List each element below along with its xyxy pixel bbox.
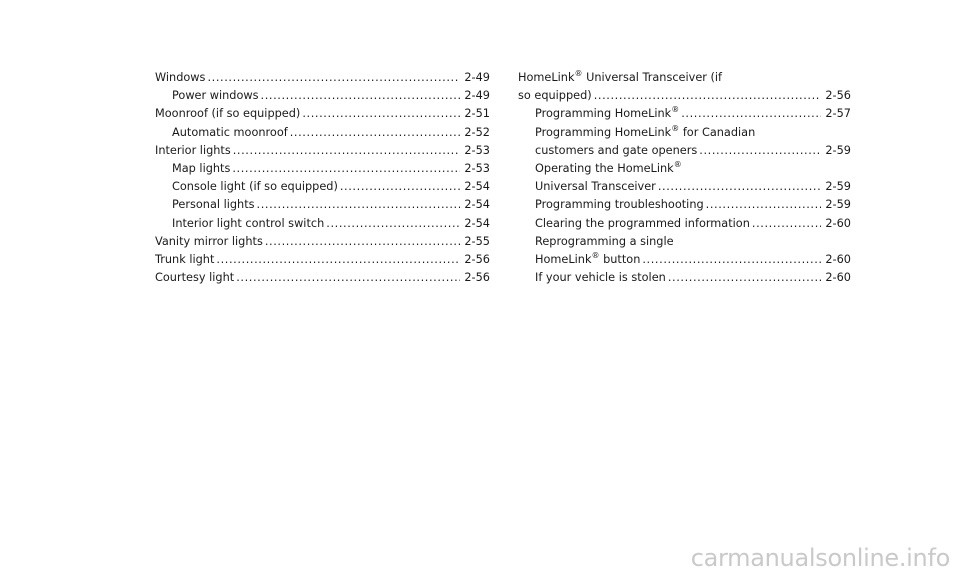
toc-entry[interactable] [155,87,490,105]
toc-entry-title: Courtesy light [155,271,235,285]
toc-entry[interactable] [155,105,490,123]
toc-entry-page: 2-55 [464,234,490,248]
toc-entry[interactable] [155,142,490,160]
toc-entry-title: customers and gate openers [535,143,698,157]
toc-entry[interactable] [155,251,490,269]
toc-entry-clearing[interactable] [518,215,851,233]
leader-dots [681,105,821,123]
toc-entry-page: 2-60 [825,216,851,230]
toc-left-column [155,69,490,287]
toc-entry-page: 2-56 [825,89,851,103]
toc-entry-page: 2-60 [825,271,851,285]
toc-entry-reprogramming-line1: Reprogramming a single [535,234,674,248]
toc-entry-programming-homelink[interactable] [518,105,851,123]
leader-dots [752,215,821,233]
registered-mark-icon: ® [673,160,682,170]
toc-entry-operating[interactable] [518,178,851,196]
toc-entry-page: 2-60 [825,253,851,267]
toc-entry-page: 2-59 [825,143,851,157]
leader-dots [216,251,460,269]
toc-entry[interactable] [155,233,490,251]
toc-entry-title: Console light (if so equipped) [172,180,338,194]
toc-entry-page: 2-53 [464,162,490,176]
toc-entry[interactable] [155,215,490,233]
toc-entry-title: so equipped) [518,89,592,103]
toc-entry-homelink[interactable] [518,87,851,105]
toc-entry-title: HomeLink® button [535,251,641,267]
toc-entry[interactable] [155,160,490,178]
leader-dots [326,215,460,233]
toc-entry-title: Clearing the programmed information [535,216,750,230]
toc-entry-stolen[interactable] [518,269,851,287]
leader-dots [594,87,822,105]
toc-entry-page: 2-57 [825,107,851,121]
toc-entry-reprogramming[interactable] [518,251,851,269]
leader-dots [207,69,460,87]
toc-entry-page: 2-52 [464,125,490,139]
leader-dots [232,160,460,178]
toc-entry-page: 2-49 [464,89,490,103]
leader-dots [233,142,461,160]
leader-dots [699,142,821,160]
toc-entry-page: 2-59 [825,198,851,212]
registered-mark-icon: ® [671,105,680,115]
toc-entry-page: 2-59 [825,180,851,194]
toc-entry-title: Map lights [172,162,231,176]
toc-entry-title: Power windows [172,89,259,103]
toc-entry[interactable] [155,269,490,287]
registered-mark-icon: ® [574,69,583,79]
toc-right-column [518,69,851,287]
toc-entry-page: 2-54 [464,216,490,230]
registered-mark-icon: ® [671,123,680,133]
toc-entry-title: Vanity mirror lights [155,234,263,248]
leader-dots [658,178,822,196]
toc-entry-page: 2-51 [464,107,490,121]
toc-entry-troubleshooting[interactable] [518,196,851,214]
leader-dots [236,269,460,287]
toc-entry[interactable] [155,69,490,87]
toc-entry-title: Trunk light [155,253,215,267]
toc-entry-title: Moonroof (if so equipped) [155,107,301,121]
leader-dots [340,178,461,196]
toc-entry-title: Universal Transceiver [535,180,656,194]
toc-entry-homelink-line1: HomeLink® Universal Transceiver (if [518,69,723,84]
leader-dots [290,124,461,142]
leader-dots [706,196,822,214]
toc-entry-operating-line1: Operating the HomeLink® [535,160,682,176]
toc-entry-canadian-line1: Programming HomeLink® for Canadian [535,123,756,139]
toc-entry-page: 2-53 [464,143,490,157]
toc-entry-title: Programming troubleshooting [535,198,704,212]
toc-entry-title: Interior light control switch [172,216,325,230]
toc-entry-title: Automatic moonroof [172,125,288,139]
toc-entry-page: 2-54 [464,198,490,212]
toc-entry-title: If your vehicle is stolen [535,271,666,285]
toc-entry-title: Interior lights [155,143,231,157]
leader-dots [642,251,821,269]
toc-entry-page: 2-56 [464,253,490,267]
toc-entry-canadian[interactable] [518,142,851,160]
toc-entry-page: 2-56 [464,271,490,285]
leader-dots [668,269,822,287]
toc-entry-page: 2-54 [464,180,490,194]
toc-entry[interactable] [155,196,490,214]
leader-dots [261,87,461,105]
leader-dots [302,105,460,123]
leader-dots [265,233,461,251]
leader-dots [257,196,461,214]
toc-entry-title: Programming HomeLink® [535,105,680,121]
toc-entry-title: Personal lights [172,198,255,212]
toc-entry[interactable] [155,124,490,142]
watermark: carmanualsonline.info [690,544,950,572]
toc-entry[interactable] [155,178,490,196]
registered-mark-icon: ® [591,251,600,261]
toc-entry-page: 2-49 [464,71,490,84]
toc-entry-title: Windows [155,71,206,84]
